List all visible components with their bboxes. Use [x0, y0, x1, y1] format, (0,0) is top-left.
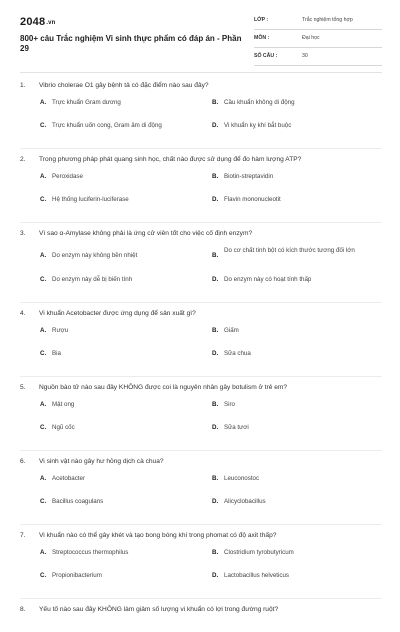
option-text: Siro — [224, 401, 236, 408]
option-text: Ngũ cốc — [52, 424, 75, 431]
question-number: 6. — [20, 458, 26, 465]
question-text: Trong phương pháp phát quang sinh học, chất nào được sử dụng để đo hàm lượng ATP? — [39, 156, 302, 163]
option-text: Trực khuẩn Gram dương — [52, 99, 121, 106]
document-title: 800+ câu Trắc nghiệm Vi sinh thực phẩm có đáp án - Phần 29 — [20, 34, 242, 53]
option-letter: C. — [40, 196, 47, 203]
option-text: Streptococcus thermophilus — [52, 549, 129, 556]
option-letter: A. — [40, 252, 47, 259]
question-number: 8. — [20, 606, 26, 613]
option-letter: C. — [40, 498, 47, 505]
option-text: Trực khuẩn uốn cong, Gram âm di động — [52, 122, 162, 129]
question-text: Vì sao α-Amylase không phải là ứng cử viên tốt cho việc cố định enzym? — [39, 230, 253, 237]
option-text: Giấm — [224, 327, 239, 334]
question-8 — [20, 605, 382, 626]
question-text: Vi sinh vật nào gây hư hỏng dịch cà chua? — [39, 458, 164, 465]
meta-row-subject — [254, 32, 382, 48]
option-text: Lactobacillus helveticus — [224, 572, 290, 579]
option-letter: A. — [40, 549, 47, 556]
question-text: Yếu tố nào sau đây KHÔNG làm giảm số lượng vi khuẩn có lợi trong đường ruột? — [39, 606, 279, 613]
question-number: 2. — [20, 156, 26, 163]
option-letter: B. — [212, 173, 219, 180]
option-text: Do enzym này có hoạt tính thấp — [224, 276, 312, 283]
option-letter: D. — [212, 572, 219, 579]
option-letter: A. — [40, 173, 47, 180]
option-letter: B. — [212, 401, 219, 408]
option-letter: A. — [40, 475, 47, 482]
question-2 — [20, 155, 382, 223]
question-5 — [20, 383, 382, 451]
option-text: Do cơ chất tinh bột có kích thước tương đối lớn — [224, 247, 355, 254]
question-number: 4. — [20, 310, 26, 317]
option-letter: D. — [212, 122, 219, 129]
option-text: Leuconostoc — [224, 475, 260, 482]
option-letter: B. — [212, 549, 219, 556]
option-text: Flavin mononucleotit — [224, 196, 281, 203]
question-6 — [20, 457, 382, 525]
option-text: Acetobacter — [52, 475, 86, 482]
option-text: Peroxidase — [52, 173, 83, 180]
document-meta — [254, 14, 382, 68]
option-text: Mật ong — [52, 401, 75, 408]
option-text: Cầu khuẩn không di động — [224, 99, 295, 106]
option-letter: C. — [40, 122, 47, 129]
question-number: 5. — [20, 384, 26, 391]
option-text: Biotin-streptavidin — [224, 173, 274, 180]
question-text: Vibrio cholerae O1 gây bệnh tả có đặc điểm nào sau đây? — [39, 82, 209, 89]
option-text: Do enzym này dễ bị biến tính — [52, 276, 133, 283]
meta-label: SỐ CÂU : — [254, 53, 278, 59]
question-text: Vi khuẩn Acetobacter được ứng dụng để sản xuất gì? — [39, 310, 196, 317]
option-text: Clostridium tyrobutyricum — [224, 549, 294, 556]
question-number: 3. — [20, 230, 26, 237]
option-text: Bacillus coagulans — [52, 498, 104, 505]
meta-row-count — [254, 50, 382, 66]
meta-value: Trắc nghiệm tổng hợp — [302, 17, 353, 23]
option-letter: C. — [40, 276, 47, 283]
option-letter: D. — [212, 276, 219, 283]
option-letter: D. — [212, 196, 219, 203]
option-letter: D. — [212, 350, 219, 357]
meta-value: Đại học — [302, 35, 320, 41]
option-text: Rượu — [52, 327, 69, 334]
document-header — [20, 14, 382, 70]
option-text: Hệ thống luciferin-luciferase — [52, 196, 129, 203]
site-logo[interactable] — [20, 16, 56, 28]
option-text: Vi khuẩn kỵ khí bắt buộc — [224, 122, 292, 129]
option-letter: C. — [40, 572, 47, 579]
option-text: Alicyclobacillus — [224, 498, 266, 505]
option-letter: A. — [40, 327, 47, 334]
meta-value: 30 — [302, 53, 308, 59]
question-text: Nguồn bào tử nào sau đây KHÔNG được coi là nguyên nhân gây botulism ở trẻ em? — [39, 384, 288, 391]
header-divider — [20, 72, 382, 73]
option-letter: C. — [40, 424, 47, 431]
option-letter: B. — [212, 99, 219, 106]
question-1 — [20, 81, 382, 149]
option-letter: A. — [40, 401, 47, 408]
logo-domain: .vn — [46, 20, 56, 26]
meta-row-class — [254, 14, 382, 30]
option-letter: D. — [212, 424, 219, 431]
option-letter: B. — [212, 327, 219, 334]
option-text: Propionibacterium — [52, 572, 102, 579]
option-letter: D. — [212, 498, 219, 505]
option-letter: B. — [212, 252, 219, 259]
logo-main: 2048 — [20, 16, 46, 28]
question-3 — [20, 229, 382, 303]
meta-label: LỚP : — [254, 17, 269, 23]
option-text: Sữa tươi — [224, 424, 249, 431]
option-text: Sữa chua — [224, 350, 251, 357]
option-text: Do enzym này không bền nhiệt — [52, 252, 138, 259]
meta-label: MÔN : — [254, 35, 270, 41]
question-number: 7. — [20, 532, 26, 539]
option-letter: B. — [212, 475, 219, 482]
question-7 — [20, 531, 382, 599]
option-letter: C. — [40, 350, 47, 357]
question-4 — [20, 309, 382, 377]
option-text: Bia — [52, 350, 61, 357]
question-list — [20, 81, 382, 632]
option-letter: A. — [40, 99, 47, 106]
question-text: Vi khuẩn nào có thể gây khét và tạo bong bóng khí trong phomat có độ axit thấp? — [39, 532, 277, 539]
question-number: 1. — [20, 82, 26, 89]
